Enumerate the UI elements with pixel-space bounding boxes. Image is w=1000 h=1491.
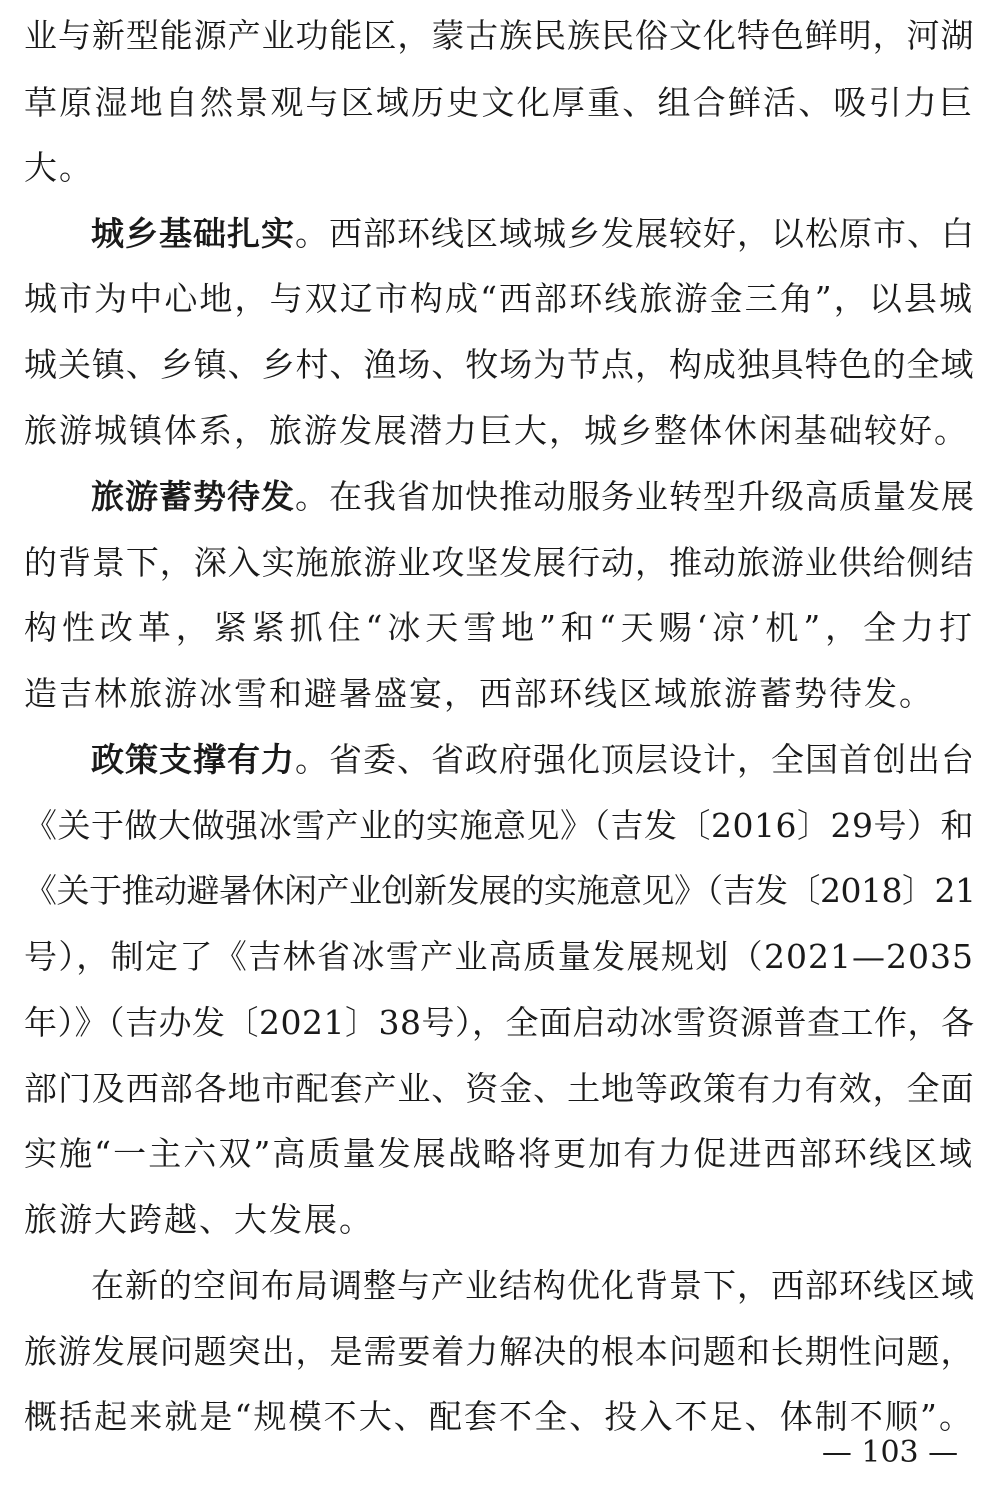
paragraph-line: 号），制定了《吉林省冰雪产业高质量发展规划（2021—2035 — [24, 937, 974, 976]
section-heading: 政策支撑有力 — [91, 740, 295, 779]
paragraph-text: 。在我省加快推动服务业转型升级高质量发展 — [295, 477, 975, 516]
paragraph-first-line — [91, 737, 974, 783]
paragraph-line: 概括起来就是“规模不大、配套不全、投入不足、体制不顺”。 — [24, 1397, 974, 1436]
paragraph-line: 造吉林旅游冰雪和避暑盛宴，西部环线区域旅游蓄势待发。 — [24, 674, 934, 713]
paragraph-line: 《关于推动避暑休闲产业创新发展的实施意见》（吉发〔2018〕21 — [24, 871, 976, 910]
paragraph-first-line — [91, 474, 974, 520]
paragraph-line: 草原湿地自然景观与区域历史文化厚重、组合鲜活、吸引力巨 — [24, 83, 974, 122]
page-number: — 103 — — [821, 1435, 959, 1470]
paragraph-first-line — [91, 211, 974, 257]
paragraph-line: 城市为中心地，与双辽市构成“西部环线旅游金三角”，以县城 — [24, 279, 974, 318]
paragraph-line: 实施“一主六双”高质量发展战略将更加有力促进西部环线区域 — [24, 1134, 974, 1173]
paragraph-first-line: 在新的空间布局调整与产业结构优化背景下，西部环线区域 — [91, 1266, 975, 1305]
paragraph-line: 旅游大跨越、大发展。 — [24, 1200, 374, 1239]
paragraph-line: 旅游发展问题突出，是需要着力解决的根本问题和长期性问题， — [24, 1332, 974, 1371]
paragraph-line: 年）》（吉办发〔2021〕38号），全面启动冰雪资源普查工作，各 — [24, 1003, 975, 1042]
paragraph-line: 旅游城镇体系，旅游发展潜力巨大，城乡整体休闲基础较好。 — [24, 411, 969, 450]
paragraph-line: 的背景下，深入实施旅游业攻坚发展行动，推动旅游业供给侧结 — [24, 543, 974, 582]
paragraph-text: 。西部环线区域城乡发展较好，以松原市、白 — [295, 214, 975, 253]
paragraph-line: 部门及西部各地市配套产业、资金、土地等政策有力有效，全面 — [24, 1069, 974, 1108]
paragraph-line: 大。 — [24, 148, 94, 187]
paragraph-line: 《关于做大做强冰雪产业的实施意见》（吉发〔2016〕29号）和 — [24, 806, 974, 845]
paragraph-line: 构性改革，紧紧抓住“冰天雪地”和“天赐‘凉’机”，全力打 — [24, 608, 974, 647]
paragraph-text: 。省委、省政府强化顶层设计，全国首创出台 — [295, 740, 975, 779]
paragraph-line: 业与新型能源产业功能区，蒙古族民族民俗文化特色鲜明，河湖 — [24, 16, 974, 55]
paragraph-line: 城关镇、乡镇、乡村、渔场、牧场为节点，构成独具特色的全域 — [24, 345, 974, 384]
section-heading: 旅游蓄势待发 — [91, 477, 295, 516]
section-heading: 城乡基础扎实 — [91, 214, 295, 253]
